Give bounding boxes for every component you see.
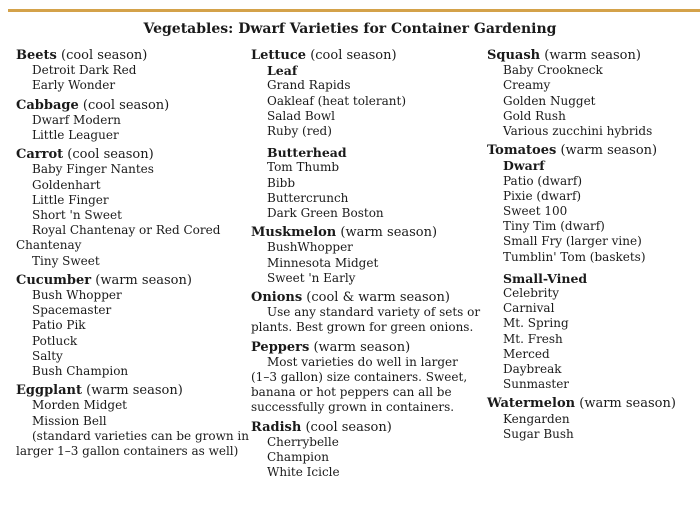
paragraph-line: Most varieties do well in larger (267, 354, 458, 369)
list-item: Bush Whopper (32, 288, 122, 303)
paragraph-line: banana or hot peppers can all be (251, 385, 452, 400)
list-item: Mission Bell (32, 413, 107, 428)
list-item: BushWhopper (267, 240, 353, 255)
list-item: Early Wonder (32, 78, 116, 93)
section-season: (warm season) (336, 225, 438, 241)
section-season: (warm season) (540, 48, 641, 63)
list-item: Tiny Sweet (32, 253, 100, 268)
list-item: Spacemaster (32, 303, 112, 318)
page-title: Vegetables: Dwarf Varieties for Container Gardening (143, 21, 557, 37)
section-muskmelon (251, 225, 476, 286)
subheading-dwarf: Dwarf (503, 158, 545, 174)
list-item: Patio (dwarf) (503, 173, 583, 188)
list-item: Champion (267, 450, 329, 465)
top-rule (8, 9, 700, 12)
column-1 (16, 48, 249, 463)
section-season: (warm season) (82, 383, 183, 399)
list-item: Grand Rapids (267, 78, 351, 93)
list-item: Tom Thumb (267, 160, 340, 175)
subheading-small-vined: Small-Vined (503, 270, 588, 286)
list-item: Bush Champion (32, 364, 129, 379)
list-item: Dwarf Modern (32, 112, 121, 127)
list-item: Sugar Bush (503, 426, 574, 441)
section-name: Radish (251, 419, 302, 435)
list-item: Mt. Fresh (503, 331, 563, 346)
section-name: Tomatoes (487, 143, 557, 159)
section-name: Lettuce (251, 48, 307, 63)
list-item: Salty (32, 348, 63, 363)
list-item: Merced (503, 346, 550, 361)
list-item: Kengarden (503, 411, 570, 426)
section-watermelon (487, 396, 697, 442)
list-item: Gold Rush (503, 108, 566, 123)
list-item: Patio Pik (32, 318, 86, 333)
list-item: Baby Crookneck (503, 63, 603, 78)
section-onions (251, 290, 481, 336)
section-eggplant (16, 383, 249, 459)
list-item: Tiny Tim (dwarf) (503, 219, 605, 234)
section-lettuce (251, 48, 476, 221)
list-item: Little Leaguer (32, 128, 119, 143)
list-item: Little Finger (32, 192, 109, 207)
list-item: Royal Chantenay or Red Cored (32, 223, 221, 238)
list-item: Creamy (503, 78, 551, 93)
list-item: Pixie (dwarf) (503, 188, 582, 203)
list-item: Goldenhart (32, 177, 101, 192)
section-cucumber (16, 273, 246, 379)
list-item: Cherrybelle (267, 434, 339, 449)
section-season: (cool season) (306, 48, 397, 63)
section-name: Watermelon (487, 396, 576, 412)
list-item: Minnesota Midget (267, 255, 379, 270)
list-item: Bibb (267, 175, 296, 190)
list-item: Potluck (32, 333, 78, 348)
section-season: (cool season) (63, 147, 154, 163)
section-name: Muskmelon (251, 225, 337, 241)
list-item: Tumblin' Tom (baskets) (503, 249, 646, 264)
subheading-butterhead: Butterhead (267, 145, 347, 161)
paragraph-line: Use any standard variety of sets or (267, 305, 481, 320)
section-name: Carrot (16, 147, 64, 163)
section-season: (cool season) (78, 97, 170, 113)
list-item: Sweet 100 (503, 204, 568, 219)
section-season: (cool season) (56, 48, 148, 63)
column-3 (487, 48, 697, 446)
list-item: Baby Finger Nantes (32, 162, 154, 177)
list-item: Buttercrunch (267, 190, 349, 205)
section-radish (251, 420, 476, 481)
list-item: Carnival (503, 301, 555, 316)
note-line: larger 1–3 gallon containers as well) (16, 444, 239, 459)
section-season: (warm season) (309, 339, 411, 355)
list-item: Detroit Dark Red (32, 63, 137, 78)
section-name: Beets (16, 48, 57, 63)
list-item: Small Fry (larger vine) (503, 234, 642, 249)
subheading-leaf: Leaf (267, 63, 298, 79)
list-item: Various zucchini hybrids (503, 124, 653, 139)
list-item: White Icicle (267, 465, 340, 480)
section-cabbage (16, 98, 246, 144)
section-name: Squash (487, 48, 541, 63)
list-item: Dark Green Boston (267, 206, 384, 221)
list-item: Mt. Spring (503, 316, 569, 331)
section-name: Cucumber (16, 272, 92, 288)
section-season: (warm season) (575, 396, 676, 412)
list-item: Oakleaf (heat tolerant) (267, 93, 407, 108)
list-item: Sunmaster (503, 377, 570, 392)
section-beets (16, 48, 246, 94)
section-carrot (16, 147, 246, 269)
section-season: (cool & warm season) (302, 290, 450, 306)
list-item: Ruby (red) (267, 124, 332, 139)
paragraph-line: (1–3 gallon) size containers. Sweet, (251, 370, 468, 385)
list-item: Sweet 'n Early (267, 270, 356, 285)
section-tomatoes (487, 143, 697, 392)
section-name: Cabbage (16, 97, 79, 113)
list-item-continuation: Chantenay (16, 238, 82, 253)
section-squash (487, 48, 697, 139)
list-item: Short 'n Sweet (32, 208, 122, 223)
column-2 (251, 48, 481, 484)
list-item: Golden Nugget (503, 93, 596, 108)
paragraph-line: successfully grown in containers. (251, 400, 455, 415)
section-name: Peppers (251, 339, 310, 355)
section-peppers (251, 340, 476, 416)
note-line: (standard varieties can be grown in (32, 428, 249, 443)
list-item: Morden Midget (32, 398, 127, 413)
list-item: Daybreak (503, 362, 562, 377)
section-season: (cool season) (301, 419, 392, 435)
section-name: Onions (251, 290, 303, 306)
section-season: (warm season) (91, 272, 192, 288)
section-name: Eggplant (16, 383, 82, 399)
paragraph-line: plants. Best grown for green onions. (251, 320, 474, 335)
list-item: Salad Bowl (267, 108, 336, 123)
section-season: (warm season) (556, 143, 658, 159)
list-item: Celebrity (503, 286, 560, 301)
